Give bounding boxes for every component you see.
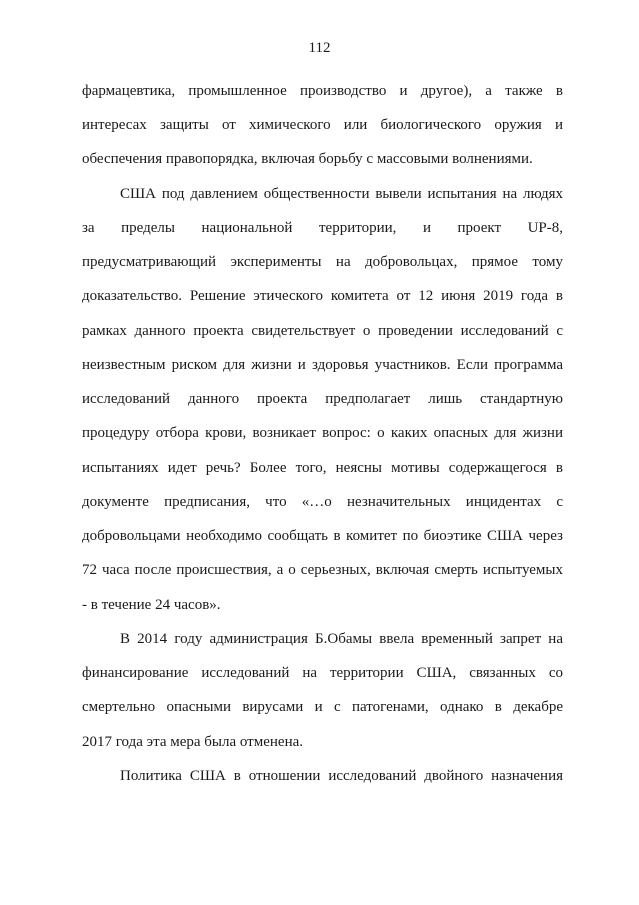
text-line: предусматривающий эксперименты на добровольцах, прямое тому — [82, 254, 563, 270]
text-line: финансирование исследований на территории США, связанных со — [82, 665, 563, 681]
text-line: неизвестным риском для жизни и здоровья участников. Если программа — [82, 357, 563, 373]
text-line: рамках данного проекта свидетельствует о проведении исследований с — [82, 323, 563, 339]
text-line: испытаниях идет речь? Более того, неясны мотивы содержащегося в — [82, 460, 563, 476]
text-line: смертельно опасными вирусами и с патогенами, однако в декабре — [82, 699, 563, 715]
text-line: за пределы национальной территории, и проект UP-8, — [82, 220, 563, 236]
text-line: документе предписания, что «…о незначительных инцидентах с — [82, 494, 563, 510]
text-line: Политика США в отношении исследований двойного назначения — [120, 768, 563, 784]
page-number: 112 — [308, 40, 331, 56]
text-line: обеспечения правопорядка, включая борьбу с массовыми волнениями. — [82, 151, 533, 167]
text-line: интересах защиты от химического или биологического оружия и — [82, 117, 563, 133]
text-line: США под давлением общественности вывели испытания на людях — [120, 186, 563, 202]
text-line: добровольцами необходимо сообщать в комитет по биоэтике США через — [82, 528, 563, 544]
text-line: - в течение 24 часов». — [82, 597, 221, 613]
text-line: доказательство. Решение этического комитета от 12 июня 2019 года в — [82, 288, 563, 304]
text-line: 2017 года эта мера была отменена. — [82, 734, 304, 750]
text-line: 72 часа после происшествия, а о серьезных, включая смерть испытуемых — [82, 562, 563, 578]
text-line: процедуру отбора крови, возникает вопрос: о каких опасных для жизни — [82, 425, 563, 441]
text-line: исследований данного проекта предполагает лишь стандартную — [82, 391, 563, 407]
text-line: фармацевтика, промышленное производство и другое), а также в — [82, 83, 563, 99]
text-line: В 2014 году администрация Б.Обамы ввела временный запрет на — [120, 631, 563, 647]
